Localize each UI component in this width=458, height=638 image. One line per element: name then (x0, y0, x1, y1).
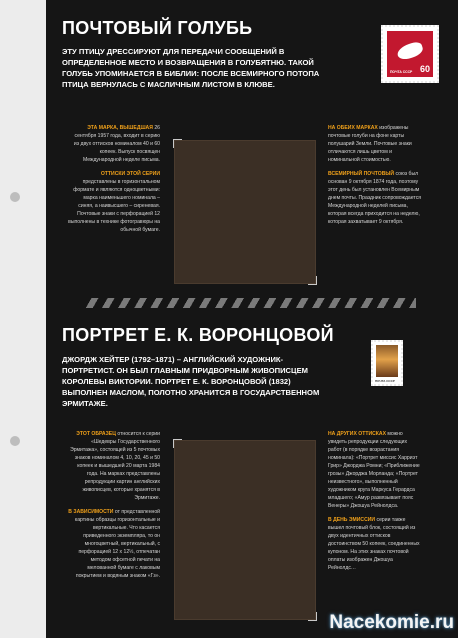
body-text: союз был основан 9 октября 1874 года, поэтому этот день был установлен Всемирным днем почты. Праздник сопровождается Международной неделей письма, которая всегда приходится на неделю, которая захватывает 9 октября. (328, 171, 422, 225)
pigeon-stamp-image (381, 25, 439, 83)
body-text: можно увидеть репродукции следующих работ (в порядке возрастания номинала): «Портрет миссис Харриэт Грир» Джорджа Ромни; «Приближение грозы» Джорджа Морланда; «Портрет неизвестного», выполненный художником круга Маркуса Герардса младшего; «Амур развязывает пояс Венеры» Джошуа Рейнолдса. (328, 431, 420, 509)
binder-hole (10, 436, 20, 446)
section2-title: ПОРТРЕТ Е. К. ВОРОНЦОВОЙ (62, 325, 334, 345)
dove-icon (395, 40, 424, 61)
section1-title: ПОЧТОВЫЙ ГОЛУБЬ (62, 18, 253, 38)
portrait-icon (376, 345, 398, 377)
body-text: серии также вышел почтовый блок, состоящий из двух идентичных оттисков достоинством 50 копеек, соединенных купоном. На этих знаках почтовой оплаты изображен Джошуа Рейнолдс… (328, 517, 420, 571)
slot-corner (308, 612, 317, 621)
section1-right-paragraph (328, 170, 422, 226)
highlight-text: В ДЕНЬ ЭМИССИИ (328, 517, 376, 523)
section2-right-paragraph (328, 430, 422, 510)
body-text: представлены в горизонтальном формате и являются одноцветными: марка наименьшего номинала – синяя, а наивысшего – сиреневая. Почтовые знаки с перфорацией 12 выполнены в технике фотогравюры на обычной бумаге. (68, 179, 160, 233)
body-text: относится к серии «Шедевры Государственного Эрмитажа», состоящей из 5 почтовых знаков номиналом 4, 10, 20, 45 и 50 копеек и вышедшей 20 марта 1984 года. На марках представлены репродукции картин английских живописцев, которые хранятся в Эрмитаже. (70, 431, 160, 501)
section2-left-paragraph (68, 508, 160, 580)
section1-lead: ЭТУ ПТИЦУ ДРЕССИРУЮТ ДЛЯ ПЕРЕДАЧИ СООБЩЕНИЙ В ОПРЕДЕЛЕННОЕ МЕСТО И ВОЗВРАЩЕНИЯ В ГОЛУБЯТНЮ. ТАКОЙ ГОЛУБЬ УПОМИНАЕТСЯ В БИБЛИИ: ПОСЛЕ ВСЕМИРНОГО ПОТОПА ПТИЦА ВЕРНУЛАСЬ С МАСЛИЧНЫМ ЛИСТОМ В КЛЮВЕ. (62, 47, 320, 89)
site-watermark: Nacekomie.ru (329, 612, 454, 633)
stamp-denomination: 60 (419, 64, 430, 74)
highlight-text: ОТТИСКИ ЭТОЙ СЕРИИ (100, 171, 160, 177)
highlight-text: ЭТОТ ОБРАЗЕЦ (76, 431, 116, 437)
section2-left-column (68, 430, 160, 586)
slot-corner (173, 439, 182, 448)
section1-right-column (328, 124, 422, 232)
slot-corner (308, 276, 317, 285)
body-text: от представленной картины образцы горизонтальные и вертикальные. Что касается приведенного экземпляра, то он многоцветный, вертикальный, с перфорацией 12 x 12½, отпечатан методом офсетной печати на мелованной бумаге с лаковым покрытием и водяным знаком «Гз». (74, 509, 160, 579)
body-text: 26 сентября 1957 года, входит в серию из двух оттисков номиналом 40 и 60 копеек. Выпуск посвящен Международной неделе письма. (73, 125, 160, 163)
section2-right-column (328, 430, 422, 578)
page-content (46, 0, 458, 638)
stamp-slot-1 (174, 140, 316, 284)
highlight-text: НА ДРУГИХ ОТТИСКАХ (328, 431, 386, 437)
highlight-text: В ЗАВИСИМОСТИ (68, 509, 114, 515)
stamp-country-label: ПОЧТА СССР (390, 70, 413, 74)
binder-hole (10, 192, 20, 202)
binder-strip (0, 0, 46, 638)
slot-corner (173, 139, 182, 148)
section1-left-paragraph (68, 170, 160, 234)
stamp-country-label: ПОЧТА СССР (375, 379, 395, 383)
section1-left-column (68, 124, 160, 240)
section1-left-paragraph (68, 124, 160, 164)
portrait-stamp-image (371, 340, 403, 386)
body-text: изображены почтовые голуби на фоне карты полушарий Земли. Почтовые знаки отличаются лишь цветом и номинальной стоимостью. (328, 125, 412, 163)
section1-right-paragraph (328, 124, 422, 164)
stamp-slot-2 (174, 440, 316, 620)
highlight-text: НА ОБЕИХ МАРКАХ (328, 125, 378, 131)
section2-lead: ДЖОРДЖ ХЕЙТЕР (1792–1871) – АНГЛИЙСКИЙ ХУДОЖНИК-ПОРТРЕТИСТ. ОН БЫЛ ГЛАВНЫМ ПРИДВОРНЫМ ЖИВОПИСЦЕМ КОРОЛЕВЫ ВИКТОРИИ. ПОРТРЕТ Е. К. ВОРОНЦОВОЙ (1832) ВЫПОЛНЕН МАСЛОМ, ПОЛОТНО ХРАНИТСЯ В ГОСУДАРСТВЕННОМ ЭРМИТАЖЕ. (62, 355, 320, 408)
section2-right-paragraph (328, 516, 422, 572)
section2-left-paragraph (68, 430, 160, 502)
highlight-text: ВСЕМИРНЫЙ ПОЧТОВЫЙ (328, 171, 395, 177)
highlight-text: ЭТА МАРКА, ВЫШЕДШАЯ (87, 125, 153, 131)
striped-divider (86, 298, 416, 308)
